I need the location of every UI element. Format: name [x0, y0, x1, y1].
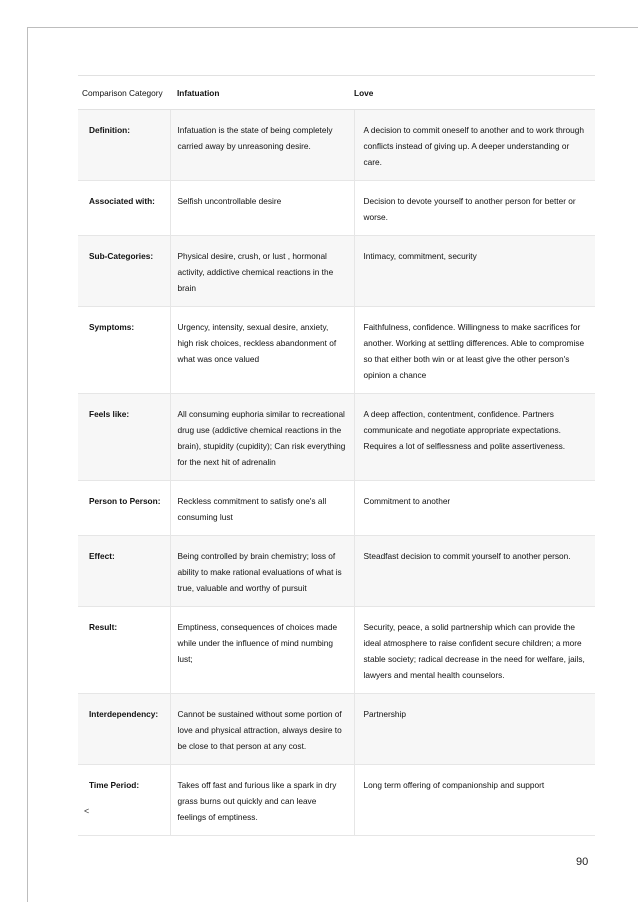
table-header-row	[78, 76, 595, 110]
row-label: Result:	[78, 607, 170, 694]
page-border-left	[27, 27, 28, 902]
row-label: Definition:	[78, 110, 170, 181]
table-row	[78, 694, 595, 765]
page-number: 90	[576, 856, 589, 868]
page-border-top	[27, 27, 638, 28]
table-row	[78, 607, 595, 694]
table-row	[78, 181, 595, 236]
table-row	[78, 765, 595, 836]
infatuation-cell: Selfish uncontrollable desire	[170, 181, 354, 236]
infatuation-cell: Emptiness, consequences of choices made while under the influence of mind numbing lust;	[170, 607, 354, 694]
table-row	[78, 481, 595, 536]
header-love: Love	[354, 76, 595, 110]
row-label: Person to Person:	[78, 481, 170, 536]
row-label: Associated with:	[78, 181, 170, 236]
love-cell: Intimacy, commitment, security	[354, 236, 595, 307]
header-comparison-category: Comparison Category	[78, 76, 170, 110]
infatuation-cell: Cannot be sustained without some portion of love and physical attraction, always desire to be close to that person at any cost.	[170, 694, 354, 765]
infatuation-cell: Takes off fast and furious like a spark in dry grass burns out quickly and can leave feelings of emptiness.	[170, 765, 354, 836]
love-cell: Long term offering of companionship and support	[354, 765, 595, 836]
infatuation-cell: Infatuation is the state of being completely carried away by unreasoning desire.	[170, 110, 354, 181]
love-cell: Security, peace, a solid partnership which can provide the ideal atmosphere to raise confident secure children; a more stable society; radical decrease in the need for welfare, jails, lawyers and mental health counselors.	[354, 607, 595, 694]
row-label: Interdependency:	[78, 694, 170, 765]
love-cell: Commitment to another	[354, 481, 595, 536]
love-cell: Steadfast decision to commit yourself to another person.	[354, 536, 595, 607]
table-row	[78, 394, 595, 481]
infatuation-cell: Urgency, intensity, sexual desire, anxiety, high risk choices, reckless abandonment of what was once valued	[170, 307, 354, 394]
infatuation-cell: Reckless commitment to satisfy one's all consuming lust	[170, 481, 354, 536]
table-row	[78, 236, 595, 307]
row-label: Symptoms:	[78, 307, 170, 394]
row-label: Feels like:	[78, 394, 170, 481]
love-cell: Partnership	[354, 694, 595, 765]
infatuation-cell: All consuming euphoria similar to recreational drug use (addictive chemical reactions in the brain), stupidity (cupidity); Can risk everything for the next hit of adrenalin	[170, 394, 354, 481]
row-label: Effect:	[78, 536, 170, 607]
love-cell: Faithfulness, confidence. Willingness to make sacrifices for another. Working at settling differences. Able to compromise so that either both win or at least give the other person's opinion a chance	[354, 307, 595, 394]
comparison-table	[78, 75, 595, 836]
infatuation-cell: Being controlled by brain chemistry; loss of ability to make rational evaluations of what is true, valuable and worthy of pursuit	[170, 536, 354, 607]
infatuation-cell: Physical desire, crush, or lust , hormonal activity, addictive chemical reactions in the brain	[170, 236, 354, 307]
row-label: Sub-Categories:	[78, 236, 170, 307]
row-label: Time Period:	[78, 765, 170, 836]
header-infatuation: Infatuation	[170, 76, 354, 110]
table-row	[78, 536, 595, 607]
table-row	[78, 110, 595, 181]
love-cell: Decision to devote yourself to another person for better or worse.	[354, 181, 595, 236]
table-row	[78, 307, 595, 394]
trailing-mark: <	[84, 806, 90, 816]
love-cell: A deep affection, contentment, confidence. Partners communicate and negotiate appropriate expectations. Requires a lot of selflessness and polite assertiveness.	[354, 394, 595, 481]
love-cell: A decision to commit oneself to another and to work through conflicts instead of giving up. A deeper understanding or care.	[354, 110, 595, 181]
